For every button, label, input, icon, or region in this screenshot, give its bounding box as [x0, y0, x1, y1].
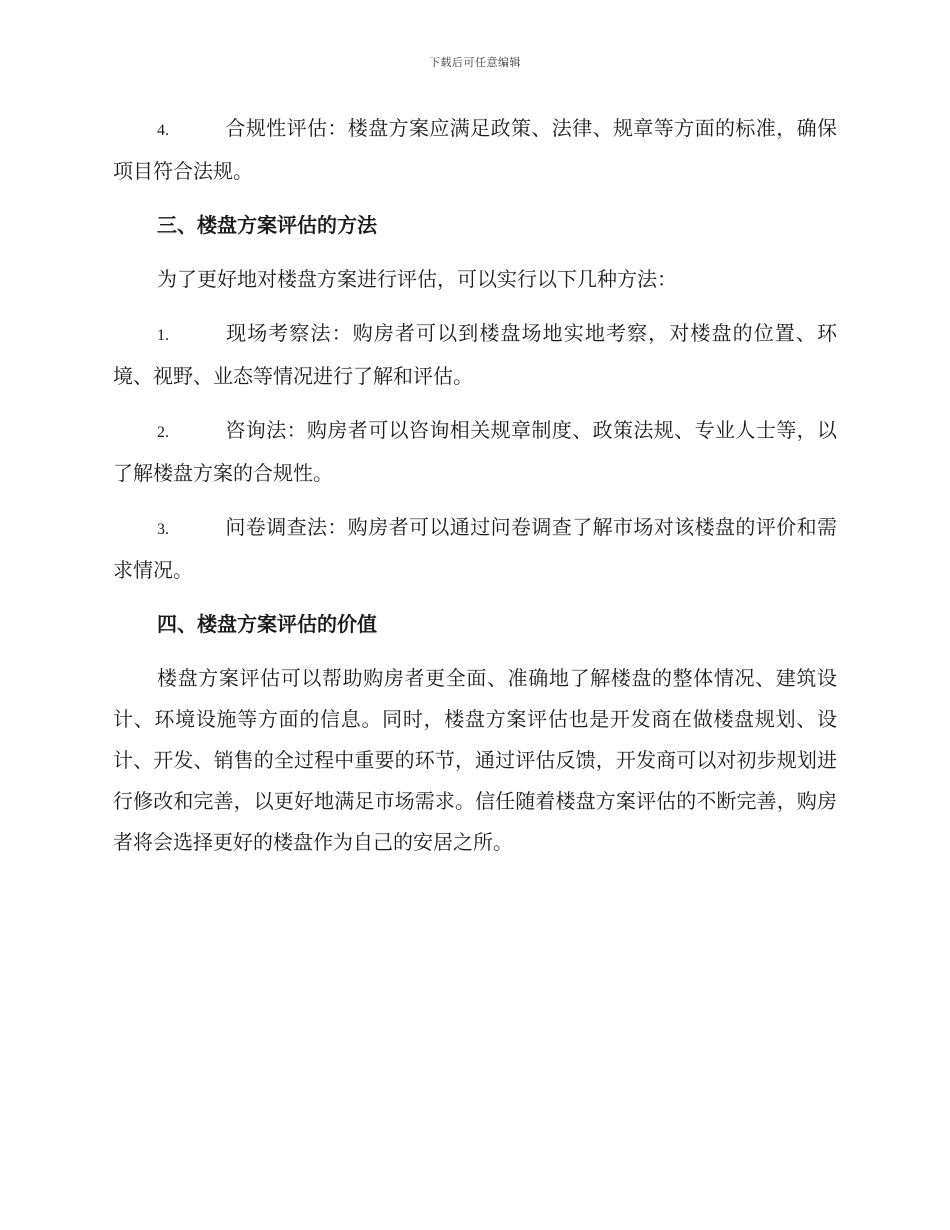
list-number: 2. — [157, 424, 169, 441]
list-item-consultation — [113, 410, 837, 494]
list-item-survey — [113, 507, 837, 591]
list-item-text: 合规性评估：楼盘方案应满足政策、法律、规章等方面的标准，确保项目符合法规。 — [113, 116, 837, 183]
list-item-text: 咨询法：购房者可以咨询相关规章制度、政策法规、专业人士等，以了解楼盘方案的合规性。 — [113, 418, 837, 485]
list-item-text: 现场考察法：购房者可以到楼盘场地实地考察，对楼盘的位置、环境、视野、业态等情况进行了解和评估。 — [113, 321, 837, 388]
list-item-site-visit — [113, 313, 837, 397]
list-item-compliance — [113, 108, 837, 192]
list-number: 3. — [157, 521, 169, 538]
list-item-text: 问卷调查法：购房者可以通过问卷调查了解市场对该楼盘的评价和需求情况。 — [113, 515, 837, 582]
section-intro: 为了更好地对楼盘方案进行评估，可以实行以下几种方法： — [157, 267, 677, 291]
list-number: 4. — [157, 122, 169, 139]
section-heading-methods: 三、楼盘方案评估的方法 — [157, 213, 377, 237]
section-body-value: 楼盘方案评估可以帮助购房者更全面、准确地了解楼盘的整体情况、建筑设计、环境设施等方面的信息。同时，楼盘方案评估也是开发商在做楼盘规划、设计、开发、销售的全过程中重要的环节，通过评估反馈，开发商可以对初步规划进行修改和完善，以更好地满足市场需求。信任随着楼盘方案评估的不断完善，购房者将会选择更好的楼盘作为自己的安居之所。 — [113, 666, 837, 854]
list-number: 1. — [157, 327, 169, 344]
document-body — [113, 108, 837, 876]
section-heading-value: 四、楼盘方案评估的价值 — [157, 612, 377, 636]
page-header: 下载后可任意编辑 — [429, 56, 521, 69]
